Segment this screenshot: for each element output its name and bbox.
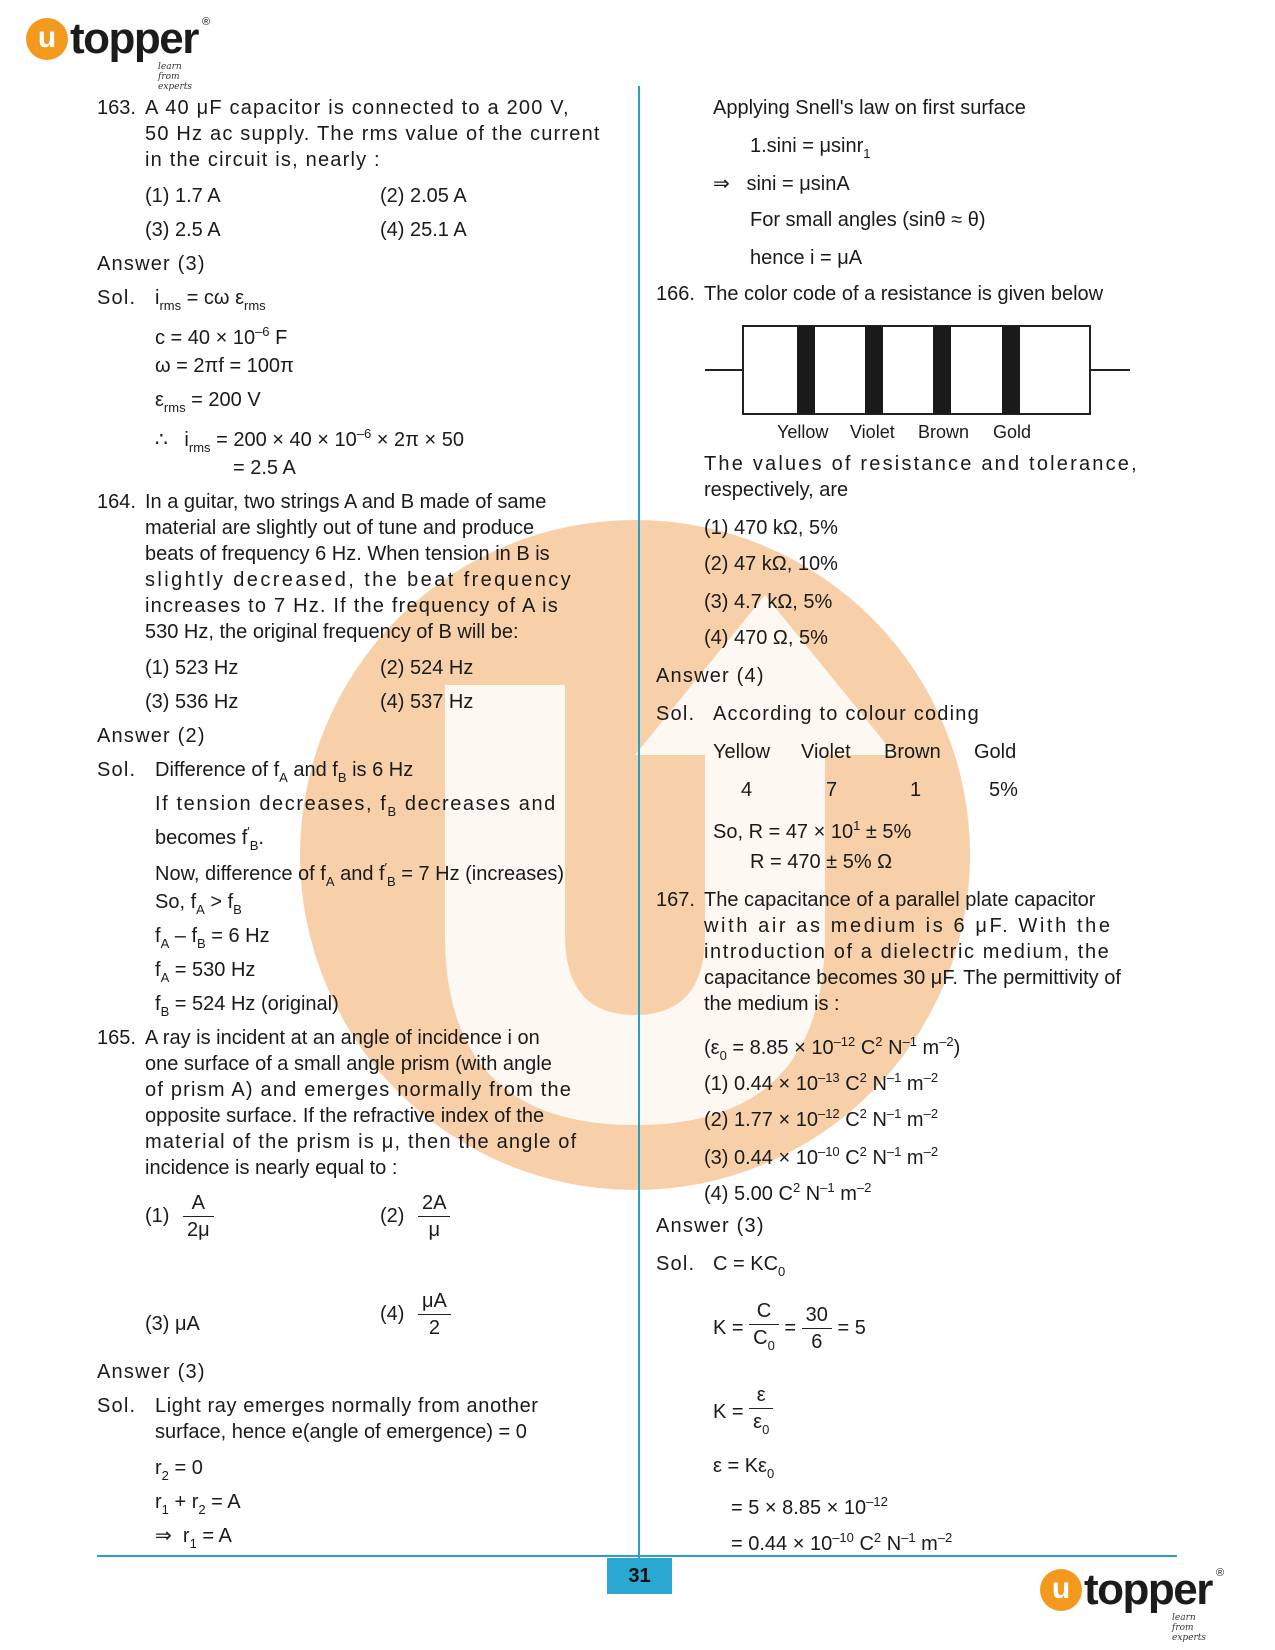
solution-line: For small angles (sinθ ≈ θ)	[750, 209, 986, 231]
question-line: 50 Hz ac supply. The rms value of the current	[145, 123, 601, 145]
colour-code: 5%	[989, 779, 1018, 801]
question-line: of prism A) and emerges normally from the	[145, 1079, 573, 1101]
question-stem: The color code of a resistance is given below	[704, 283, 1104, 305]
resistor-band-brown	[933, 326, 951, 414]
question-line: introduction of a dielectric medium, the	[704, 941, 1111, 963]
colour-name: Violet	[801, 741, 851, 763]
question-number: 167.	[656, 889, 695, 911]
solution-line: becomes $f'_B$.	[155, 824, 264, 853]
solution-line: If tension decreases, $f_B$ decreases and	[155, 793, 557, 819]
question-line: slightly decreased, the beat frequency	[145, 569, 574, 591]
colour-name: Brown	[884, 741, 941, 763]
option-4: (4) $\frac{\mu A}{2}$	[380, 1288, 451, 1341]
solution-line: Difference of $f_A$ and $f_B$ is 6 Hz	[155, 759, 414, 785]
option-1: (1) 523 Hz	[145, 657, 239, 679]
brand-mark-icon: u	[26, 18, 68, 60]
question-line: A 40 μF capacitor is connected to a 200 V,	[145, 97, 570, 119]
question-number: 165.	[97, 1027, 136, 1049]
solution-line: $f_B = 524$ Hz (original)	[155, 993, 339, 1019]
option-3: (3) 536 Hz	[145, 691, 239, 713]
solution-line: ⇒ $r_1 = A$	[155, 1525, 232, 1551]
option-4: (4) 537 Hz	[380, 691, 474, 713]
brand-reg-mark: ®	[202, 16, 211, 28]
solution-line: R = 470 ± 5% Ω	[750, 851, 893, 873]
solution-line: According to colour coding	[713, 703, 980, 725]
option-2: (2) $1.77 \times 10^{-12}$ $C^2$ $N^{-1}$ $m^{-2}$	[704, 1106, 939, 1131]
solution-line: = $5 \times 8.85 \times 10^{-12}$	[731, 1494, 888, 1519]
option-1: (1) $0.44 \times 10^{-13}$ $C^2$ $N^{-1}$ $m^{-2}$	[704, 1070, 939, 1095]
solution-label: Sol.	[97, 287, 137, 309]
option-2: (2) $\frac{2A}{\mu}$	[380, 1190, 450, 1243]
option-1: (1) 1.7 A	[145, 185, 221, 207]
question-line: beats of frequency 6 Hz. When tension in B is	[145, 543, 550, 565]
solution-line: ω = 2πf = 100π	[155, 355, 294, 377]
question-line: respectively, are	[704, 479, 849, 501]
option-4: (4) 470 Ω, 5%	[704, 627, 828, 649]
solution-line: hence i = μA	[750, 247, 863, 269]
band-label: Gold	[993, 422, 1032, 442]
answer: Answer (3)	[656, 1215, 765, 1237]
band-label: Brown	[918, 422, 970, 442]
answer: Answer (3)	[97, 253, 206, 275]
resistor-diagram	[705, 320, 1130, 420]
question-line: In a guitar, two strings A and B made of same	[145, 491, 547, 513]
option-3: (3) 4.7 kΩ, 5%	[704, 591, 833, 613]
question-line: one surface of a small angle prism (with angle	[145, 1053, 552, 1075]
question-line: in the circuit is, nearly :	[145, 149, 381, 171]
solution-label: Sol.	[97, 759, 137, 781]
question-line: capacitance becomes 30 μF. The permittivity of	[704, 967, 1121, 989]
question-line: The values of resistance and tolerance,	[704, 453, 1139, 475]
solution-line: Light ray emerges normally from another	[155, 1395, 539, 1417]
k-permittivity-equation: K = $\frac{\varepsilon}{\varepsilon_0}$	[713, 1382, 773, 1443]
question-number: 163.	[97, 97, 136, 119]
question-number: 164.	[97, 491, 136, 513]
question-number: 166.	[656, 283, 695, 305]
band-label: Violet	[850, 422, 895, 442]
question-line: increases to 7 Hz. If the frequency of A is	[145, 595, 560, 617]
option-3: (3) $0.44 \times 10^{-10}$ $C^2$ $N^{-1}$ $m^{-2}$	[704, 1144, 939, 1169]
solution-line: = $0.44 \times 10^{-10}$ $C^2$ $N^{-1}$ $m^{-2}$	[731, 1530, 953, 1555]
solution-line: ∴ $i_{rms} = 200 \times 40 \times 10^{-6} \times 2\pi \times 50$	[155, 426, 465, 455]
option-2: (2) 47 kΩ, 10%	[704, 553, 838, 575]
solution-line: Now, difference of $f_A$ and $f'_B = 7$ Hz (increases)	[155, 860, 565, 889]
option-2: (2) 2.05 A	[380, 185, 467, 207]
solution-line: surface, hence e(angle of emergence) = 0	[155, 1421, 527, 1443]
answer: Answer (2)	[97, 725, 206, 747]
colour-code: 1	[910, 779, 922, 801]
solution-line: $\varepsilon_{rms} = 200$ V	[155, 389, 261, 415]
k-ratio-equation: K = $\frac{C}{C_0}$ = $\frac{30}{6}$ = 5	[713, 1300, 866, 1353]
solution-line: $c = 40 \times 10^{-6}$ F	[155, 324, 288, 349]
answer: Answer (3)	[97, 1361, 206, 1383]
option-3: (3) 2.5 A	[145, 219, 221, 241]
question-line: 530 Hz, the original frequency of B will be:	[145, 621, 519, 643]
brand-tagline: learn from experts	[158, 62, 193, 92]
brand-reg-mark: ®	[1216, 1567, 1225, 1579]
resistor-band-gold	[1002, 326, 1020, 414]
resistor-band-yellow	[797, 326, 815, 414]
colour-name: Yellow	[713, 741, 771, 763]
solution-line: $f_A - f_B = 6$ Hz	[155, 925, 270, 951]
band-label: Yellow	[777, 422, 829, 442]
solution-line: $f_A = 530$ Hz	[155, 959, 256, 985]
question-line: material are slightly out of tune and produce	[145, 517, 535, 539]
solution-line: $r_1 + r_2 = A$	[155, 1491, 241, 1517]
colour-code: 4	[741, 779, 753, 801]
brand-tagline: learn from experts	[1172, 1613, 1207, 1643]
colour-code: 7	[826, 779, 838, 801]
question-line: with air as medium is 6 μF. With the	[704, 915, 1113, 937]
given-constant: ($\varepsilon_0 = 8.85 \times 10^{-12}$ $C^2$ $N^{-1}$ $m^{-2}$)	[704, 1034, 961, 1063]
option-2: (2) 524 Hz	[380, 657, 474, 679]
option-1: (1) $\frac{A}{2\mu}$	[145, 1190, 214, 1243]
question-line: material of the prism is μ, then the angle of	[145, 1131, 578, 1153]
solution-line: So, $f_A > f_B$	[155, 891, 242, 917]
question-line: incidence is nearly equal to :	[145, 1157, 398, 1179]
brand-logo-bottom	[1040, 1565, 1225, 1643]
solution-label: Sol.	[656, 1253, 696, 1275]
question-line: The capacitance of a parallel plate capacitor	[704, 889, 1096, 911]
brand-name: topper	[70, 14, 198, 63]
question-line: the medium is :	[704, 993, 840, 1015]
option-4: (4) 5.00 $C^2$ $N^{-1}$ $m^{-2}$	[704, 1180, 872, 1205]
colour-name: Gold	[974, 741, 1017, 763]
solution-line: ⇒ sini = μsinA	[713, 173, 850, 195]
question-line: A ray is incident at an angle of incidence i on	[145, 1027, 540, 1049]
option-1: (1) 470 kΩ, 5%	[704, 517, 838, 539]
option-3: (3) μA	[145, 1313, 200, 1335]
page-number: 31	[607, 1558, 672, 1594]
resistor-band-violet	[865, 326, 883, 414]
solution-label: Sol.	[97, 1395, 137, 1417]
solution-line: $C = KC_0$	[713, 1253, 786, 1279]
solution-line: 1.sini = μsinr$_1$	[750, 135, 871, 161]
column-divider	[638, 86, 640, 1574]
brand-name: topper	[1084, 1565, 1212, 1614]
footer-rule	[97, 1555, 1177, 1557]
option-4: (4) 25.1 A	[380, 219, 467, 241]
solution-line: Applying Snell's law on first surface	[713, 97, 1026, 119]
answer: Answer (4)	[656, 665, 765, 687]
solution-label: Sol.	[656, 703, 696, 725]
solution-line: $\varepsilon = K\varepsilon_0$	[713, 1455, 775, 1481]
solution-line: So, $R = 47 \times 10^1 \pm 5\%$	[713, 818, 912, 843]
solution-line: = 2.5 A	[233, 457, 296, 479]
brand-mark-icon: u	[1040, 1569, 1082, 1611]
solution-line: $r_2 = 0$	[155, 1457, 203, 1483]
question-line: opposite surface. If the refractive index of the	[145, 1105, 545, 1127]
solution-line: $i_{rms} = c\omega$ $\varepsilon_{rms}$	[155, 287, 266, 313]
brand-logo-top	[26, 14, 211, 92]
